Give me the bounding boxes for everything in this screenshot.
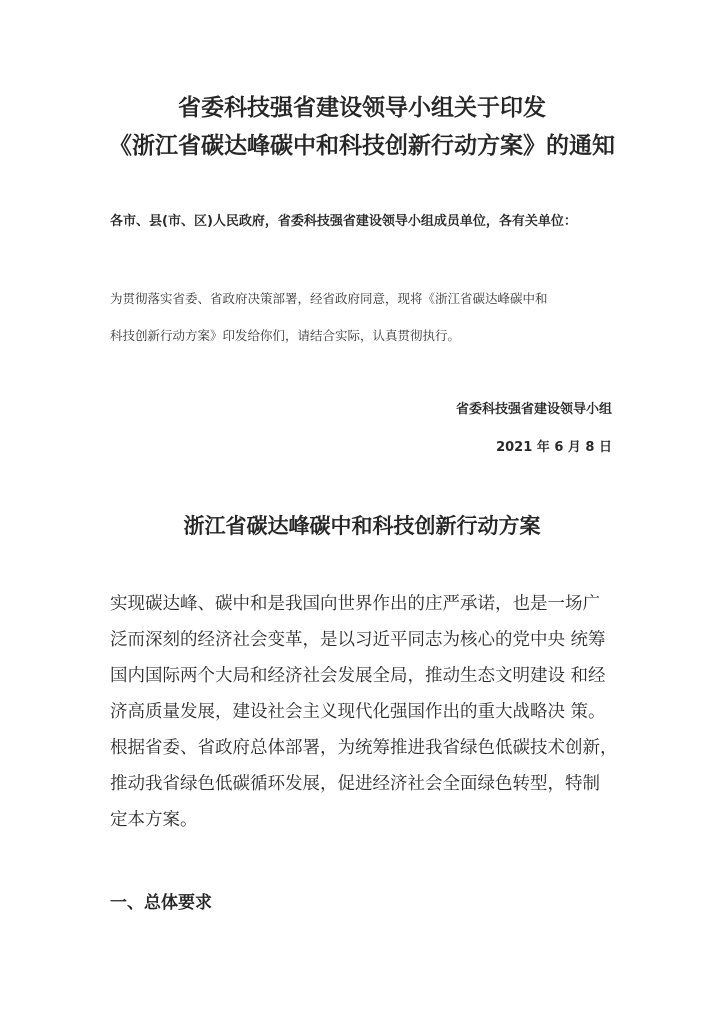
section-heading-general-requirements: 一、总体要求 xyxy=(110,893,212,913)
plan-title: 浙江省碳达峰碳中和科技创新行动方案 xyxy=(183,514,541,538)
plan-paragraph-line: 济高质量发展，建设社会主义现代化强国作出的重大战略决 策。 xyxy=(110,702,606,722)
notice-addressee: 各市、县(市、区)人民政府，省委科技强省建设领导小组成员单位，各有关单位： xyxy=(110,214,577,229)
notice-signer: 省委科技强省建设领导小组 xyxy=(455,402,612,417)
notice-body-line-2: 科技创新行动方案》印发给你们，请结合实际，认真贯彻执行。 xyxy=(110,328,461,343)
notice-date: 2021 年 6 月 8 日 xyxy=(496,440,612,455)
plan-paragraph-line: 定本方案。 xyxy=(110,810,198,830)
plan-paragraph-line: 根据省委、省政府总体部署，为统筹推进我省绿色低碳技术创新， xyxy=(110,738,618,758)
notice-title-line-2: 《浙江省碳达峰碳中和科技创新行动方案》的通知 xyxy=(109,133,615,159)
notice-title-line-1: 省委科技强省建设领导小组关于印发 xyxy=(178,95,546,121)
plan-paragraph-line: 国内国际两个大局和经济社会发展全局，推动生态文明建设 和经 xyxy=(110,666,606,686)
notice-body-line-1: 为贯彻落实省委、省政府决策部署，经省政府同意，现将《浙江省碳达峰碳中和 xyxy=(110,291,548,306)
plan-paragraph-line: 推动我省绿色低碳循环发展，促进经济社会全面绿色转型，特制 xyxy=(110,774,600,794)
plan-paragraph-line: 实现碳达峰、碳中和是我国向世界作出的庄严承诺，也是一场广 xyxy=(110,594,600,614)
plan-paragraph-line: 泛而深刻的经济社会变革，是以习近平同志为核心的党中央 统筹 xyxy=(110,630,606,650)
